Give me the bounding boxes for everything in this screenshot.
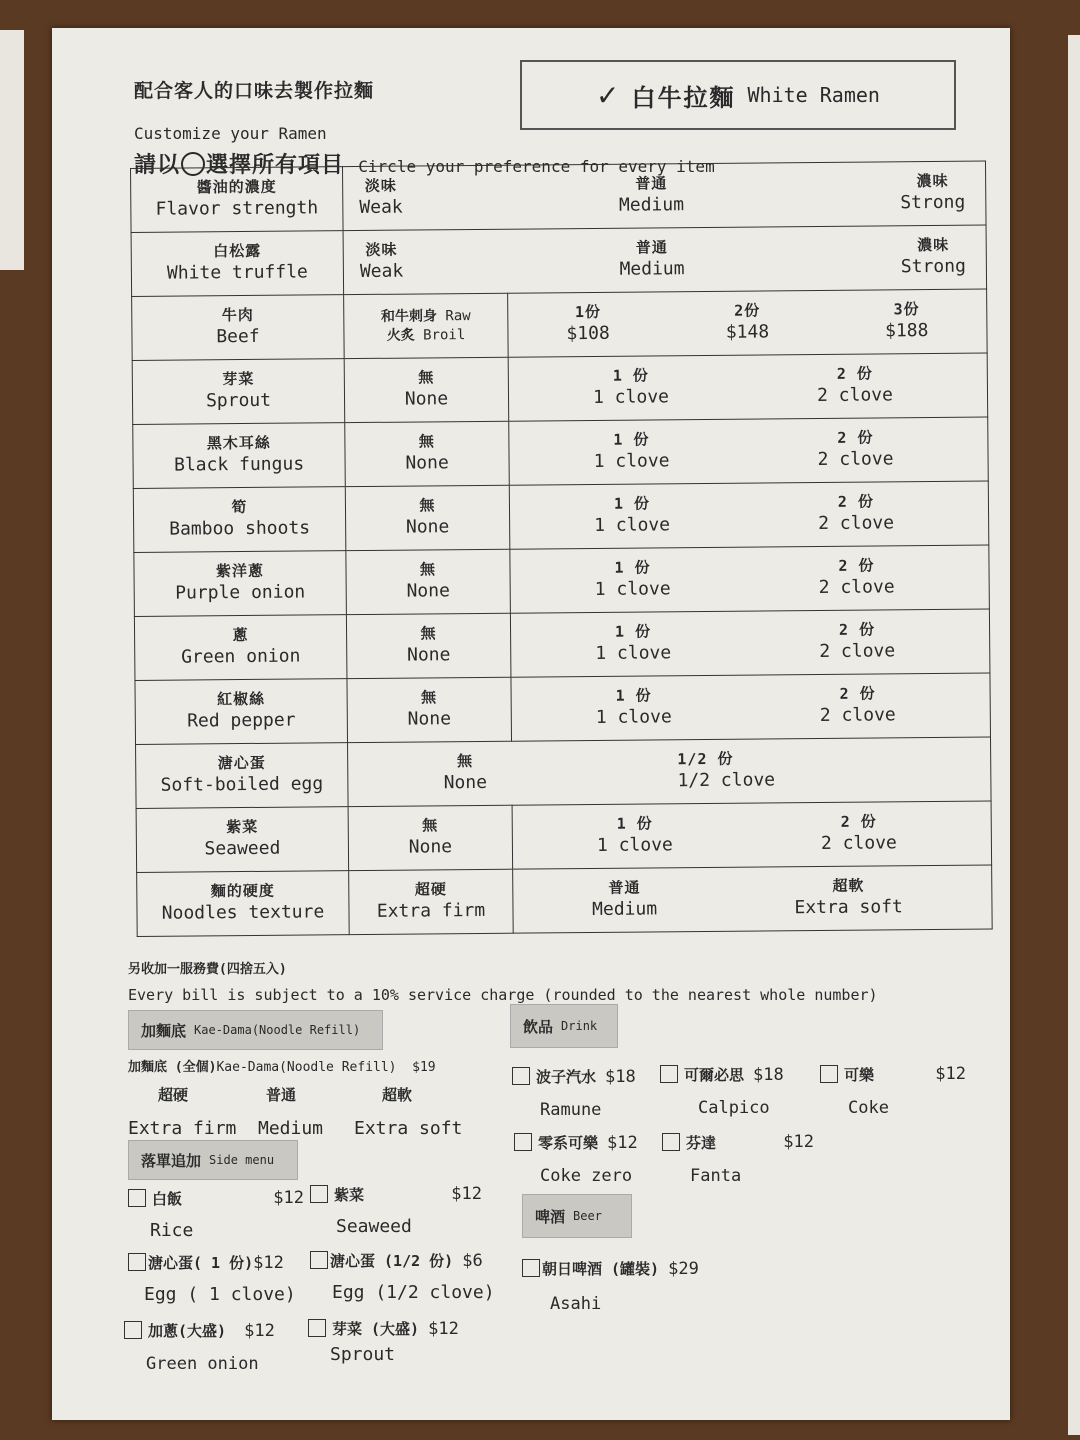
side-rice-checkbox[interactable]: 白飯 $12 — [128, 1188, 304, 1209]
row-category: 醬油的濃度 Flavor strength — [131, 167, 344, 233]
side-sprout-checkbox[interactable]: 芽菜 (大盛) $12 — [308, 1318, 459, 1339]
table-row: 黑木耳絲 Black fungus 無 None 1 份 1 clove 2 份 2 clove — [133, 417, 989, 488]
option-cell[interactable]: 超軟 Extra soft — [794, 876, 903, 919]
option-cell[interactable]: 無 None — [443, 752, 488, 794]
selected-ramen-box: ✓ 白牛拉麵 White Ramen — [520, 60, 956, 130]
option-cell[interactable]: 1份 $108 — [566, 303, 610, 345]
option-cell[interactable]: 2 份 2 clove — [818, 492, 895, 535]
row-category: 白松露 White truffle — [131, 231, 344, 297]
option-cell[interactable]: 濃味 Strong — [900, 236, 966, 278]
option-cell[interactable]: 無 None — [344, 357, 509, 422]
option-cell[interactable]: 2 份 2 clove — [817, 428, 894, 471]
option-cell[interactable]: 濃味 Strong — [900, 172, 966, 214]
option-cell[interactable]: 1 份 1 clove — [595, 622, 672, 665]
checkbox-icon — [820, 1065, 838, 1083]
option-cell[interactable]: 2份 $148 — [725, 301, 770, 344]
table-row: 麵的硬度 Noodles texture 超硬 Extra firm 普通 Medium 超軟 Extra soft — [137, 865, 993, 936]
sheet-subtitle: Customize your Ramen — [134, 124, 327, 143]
option-cell[interactable]: 1 份 1 clove — [592, 366, 670, 409]
option-cell[interactable]: 2 份 2 clove — [820, 812, 897, 855]
option-cell[interactable]: 無 None — [345, 485, 510, 550]
side-egg2-checkbox[interactable]: 溏心蛋 (1/2 份) $6 — [310, 1250, 483, 1271]
option-cell[interactable]: 2 份 2 clove — [818, 556, 895, 599]
option-cell[interactable]: 普通 Medium — [618, 174, 685, 217]
kaedama-option[interactable]: 超軟 — [382, 1086, 413, 1104]
table-row — [131, 161, 987, 232]
side-egg1-checkbox[interactable]: 溏心蛋( 1 份)$12 — [128, 1252, 284, 1273]
checkbox-icon — [128, 1189, 146, 1207]
instruction: 請以 選擇所有項目 Circle your preference for every item — [134, 153, 715, 178]
checkbox-icon — [308, 1319, 326, 1337]
service-charge-zh: 另收加一服務費(四捨五入) — [128, 962, 287, 977]
table-row: 筍 Bamboo shoots 無 None 1 份 1 clove 2 份 2 clove — [133, 481, 989, 552]
checkbox-icon — [128, 1253, 146, 1271]
option-cell[interactable]: 1 份 1 clove — [594, 558, 671, 601]
kaedama-option[interactable]: 超硬 — [158, 1086, 189, 1104]
order-sheet: 配合客人的口味去製作拉麵 Customize your Ramen 請以 選擇所有項目 Circle your preference for every item ✓ 白牛拉麵 White Ramen 醬油的濃度 Flavor strength 淡味 Weak 普通 Medium 濃味 Strong 白松露 White truffle 淡味 Weak 普通 Medium 濃味 Strong 牛肉 Beef 和牛刺身 Raw 火炙 Broil 1份 $108 2份 $148 3份 $188 芽菜 Sprout 無 None 1 份 1 clove 2 份 2 clove 黑木耳絲 Black fungus 無 None 1 份 1 clove 2 份 2 clove 筍 Bamboo shoots 無 None 1 份 1 clove 2 份 2 clove 紫洋蔥 Purple onion 無 None 1 份 1 clove 2 份 2 clove 蔥 Green onion 無 None 1 份 1 clove 2 份 2 clove 紅椒絲 Red pepper 無 None 1 份 1 clove 2 份 2 clove 溏心蛋 Soft-boiled egg 無 None 1/2 份 1/2 clove 紫菜 Seaweed 無 None 1 份 1 clove 2 份 2 clove 麵的硬度 Noodles texture 超硬 Extra firm 普通 Medium 超軟 Extra soft 另收加一服務費(四捨五入) Every bill is subject to a 10% service charge (rounded to the nearest whole number) 加麵底 Kae-Dama(Noodle Refill) 加麵底 (全個)Kae-Dama(Noodle Refill) $19 超硬 Extra firm 普通 Medium 超軟 Extra soft 落單追加 Side menu 白飯 $12 Rice 紫菜 $12 Seaweed 溏心蛋( 1 份)$12 Egg ( 1 clove) 溏心蛋 (1/2 份) $6 Egg (1/2 clove) 加蔥(大盛) $12 Green onion 芽菜 (大盛) $12 Sprout 飲品 Drink 波子汽水 $18 Ramune 可爾必思 $18 Calpico 可樂 $12 Coke 零系可樂 $12 Coke zero 芬達 $12 Fanta 啤酒 Beer 朝日啤酒 (罐裝) $29 Asahi — [52, 28, 1010, 1420]
option-cell[interactable]: 無 None — [346, 613, 511, 678]
option-cell[interactable]: 2 份 2 clove — [819, 620, 896, 663]
table-row: 紫菜 Seaweed 無 None 1 份 1 clove 2 份 2 clove — [136, 801, 992, 872]
service-charge-en: Every bill is subject to a 10% service charge (rounded to the nearest whole number) — [128, 986, 878, 1004]
background-paper-right — [1068, 35, 1080, 1435]
checkbox-icon — [514, 1133, 532, 1151]
option-cell[interactable]: 1 份 1 clove — [593, 430, 670, 473]
table-row — [131, 225, 987, 296]
option-cell[interactable]: 1/2 份 1/2 clove — [677, 749, 776, 792]
table-row: 紅椒絲 Red pepper 無 None 1 份 1 clove 2 份 2 clove — [135, 673, 991, 744]
check-icon: ✓ — [596, 78, 620, 112]
kaedama-line: 加麵底 (全個)Kae-Dama(Noodle Refill) $19 — [128, 1060, 436, 1075]
option-cell[interactable]: 1 份 1 clove — [595, 686, 672, 729]
table-row: 紫洋蔥 Purple onion 無 None 1 份 1 clove 2 份 2 clove — [134, 545, 990, 616]
beef-style-cell[interactable]: 和牛刺身 Raw 火炙 Broil — [344, 293, 509, 358]
background-paper-left — [0, 30, 24, 270]
table-row — [132, 289, 988, 360]
checkbox-icon — [512, 1067, 530, 1085]
drink-coke-checkbox[interactable]: 可樂 $12 — [820, 1064, 966, 1085]
option-cell[interactable]: 1 份 1 clove — [596, 814, 673, 857]
kaedama-tag: 加麵底 Kae-Dama(Noodle Refill) — [128, 1010, 383, 1050]
option-cell[interactable]: 淡味 Weak — [359, 176, 403, 219]
option-cell[interactable]: 普通 Medium — [619, 238, 685, 281]
checkbox-icon — [124, 1321, 142, 1339]
beer-tag: 啤酒 Beer — [522, 1194, 632, 1238]
table-row: 芽菜 Sprout 無 None 1 份 1 clove 2 份 2 clove — [132, 353, 988, 424]
option-cell[interactable]: 2 份 2 clove — [819, 684, 896, 727]
checkbox-icon — [662, 1133, 680, 1151]
checkbox-icon — [310, 1251, 328, 1269]
option-cell[interactable]: 無 None — [345, 421, 510, 486]
row-category: 牛肉 Beef — [132, 295, 345, 361]
drink-cokezero-checkbox[interactable]: 零系可樂 $12 — [514, 1132, 638, 1153]
option-cell[interactable]: 1 份 1 clove — [594, 494, 671, 537]
option-cell[interactable]: 超硬 Extra firm — [349, 869, 514, 934]
side-onion-checkbox[interactable]: 加蔥(大盛) $12 — [124, 1320, 275, 1341]
sheet-title: 配合客人的口味去製作拉麵 — [134, 80, 375, 102]
option-cell[interactable]: 無 None — [348, 805, 513, 870]
table-row: 溏心蛋 Soft-boiled egg 無 None 1/2 份 1/2 clove — [136, 737, 992, 808]
option-cell[interactable]: 淡味 Weak — [359, 240, 404, 283]
option-cell[interactable]: 普通 Medium — [592, 878, 658, 921]
option-cell[interactable]: 3份 $188 — [885, 300, 929, 342]
preference-table — [130, 161, 993, 937]
drink-tag: 飲品 Drink — [510, 1004, 618, 1048]
drink-calpico-checkbox[interactable]: 可爾必思 $18 — [660, 1064, 784, 1085]
option-cell[interactable]: 2 份 2 clove — [816, 364, 894, 407]
drink-ramune-checkbox[interactable]: 波子汽水 $18 — [512, 1066, 636, 1087]
checkbox-icon — [310, 1185, 328, 1203]
checkbox-icon — [522, 1259, 540, 1277]
drink-fanta-checkbox[interactable]: 芬達 $12 — [662, 1132, 814, 1153]
table-row: 蔥 Green onion 無 None 1 份 1 clove 2 份 2 clove — [134, 609, 990, 680]
option-cell[interactable]: 無 None — [346, 549, 511, 614]
kaedama-option[interactable]: 普通 — [266, 1086, 297, 1104]
side-menu-tag: 落單追加 Side menu — [128, 1140, 298, 1180]
side-seaweed-checkbox[interactable]: 紫菜 $12 — [310, 1184, 482, 1205]
beer-asahi-checkbox[interactable]: 朝日啤酒 (罐裝) $29 — [522, 1258, 699, 1279]
checkbox-icon — [660, 1065, 678, 1083]
option-cell[interactable]: 無 None — [347, 677, 512, 742]
